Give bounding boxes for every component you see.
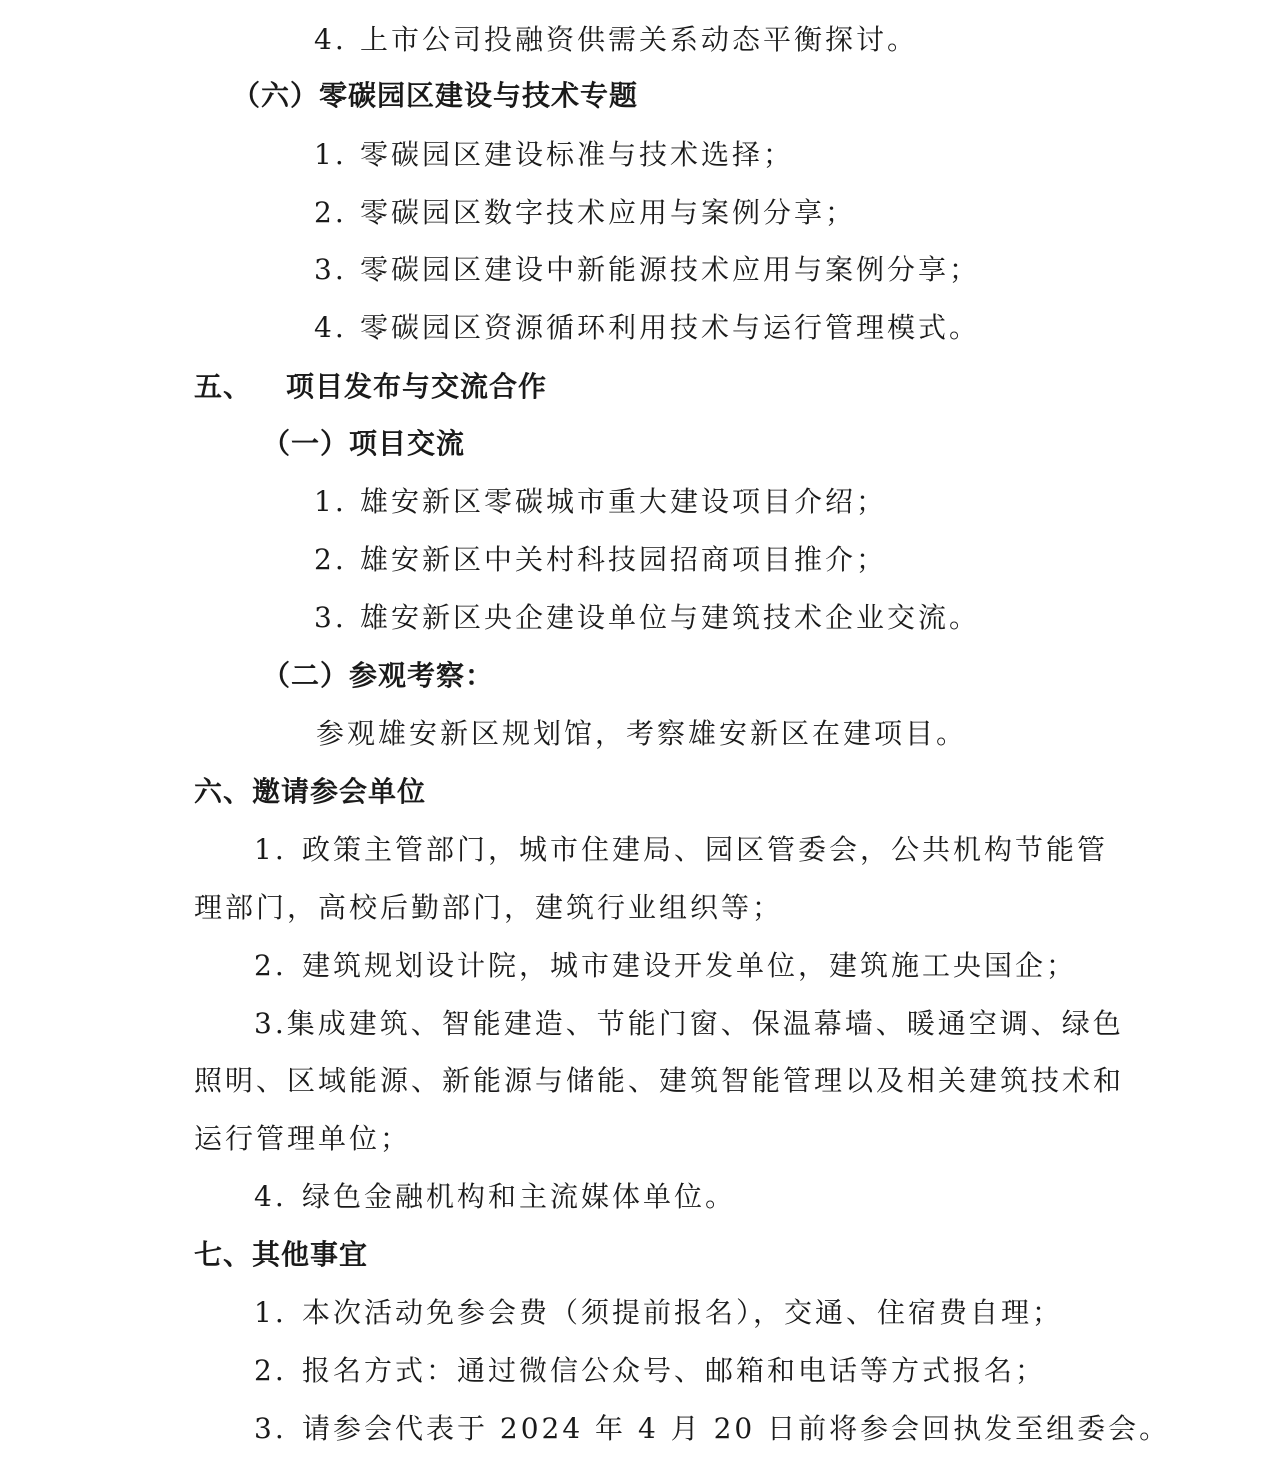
section-heading: 七、其他事宜 bbox=[194, 1238, 369, 1271]
item-text: 绿色金融机构和主流媒体单位。 bbox=[302, 1180, 737, 1213]
list-item bbox=[314, 600, 980, 636]
item-number: 4. bbox=[254, 1180, 287, 1213]
list-item bbox=[314, 310, 980, 346]
subsection-heading: （二）参观考察： bbox=[262, 659, 495, 692]
item-number: 1. bbox=[314, 485, 347, 518]
section-number: 五、 bbox=[194, 370, 253, 403]
item-number: 2. bbox=[254, 1354, 287, 1387]
item-text: 报名方式：通过微信公众号、邮箱和电话等方式报名； bbox=[302, 1354, 1047, 1387]
item-text: 政策主管部门，城市住建局、园区管委会，公共机构节能管 bbox=[302, 833, 1109, 866]
item-text: 上市公司投融资供需关系动态平衡探讨。 bbox=[360, 23, 919, 56]
item-number: 1. bbox=[254, 833, 287, 866]
item-number: 3. bbox=[314, 601, 347, 634]
paragraph: 参观雄安新区规划馆，考察雄安新区在建项目。 bbox=[316, 717, 968, 750]
list-item bbox=[314, 252, 980, 288]
list-item bbox=[314, 195, 856, 231]
item-number: 2. bbox=[314, 543, 347, 576]
item-number: 3. bbox=[314, 253, 347, 286]
item-number: 1. bbox=[314, 138, 347, 171]
list-item bbox=[314, 22, 918, 58]
list-item bbox=[254, 1411, 1170, 1447]
item-text: 请参会代表于 2024 年 4 月 20 日前将参会回执发至组委会。 bbox=[302, 1412, 1171, 1445]
item-text: 雄安新区中关村科技园招商项目推介； bbox=[360, 543, 888, 576]
section-title: 项目发布与交流合作 bbox=[286, 370, 548, 403]
item-number: 1. bbox=[254, 1296, 287, 1329]
item-text: 零碳园区建设中新能源技术应用与案例分享； bbox=[360, 253, 981, 286]
subsection-heading: （一）项目交流 bbox=[262, 427, 466, 460]
item-text: 雄安新区零碳城市重大建设项目介绍； bbox=[360, 485, 888, 518]
list-item bbox=[254, 832, 1108, 868]
item-text: 本次活动免参会费（须提前报名），交通、住宿费自理； bbox=[302, 1296, 1064, 1329]
subsection-heading: （六）零碳园区建设与技术专题 bbox=[232, 79, 639, 112]
list-item-continuation: 照明、区域能源、新能源与储能、建筑智能管理以及相关建筑技术和 bbox=[194, 1064, 1125, 1097]
section-heading bbox=[194, 369, 547, 405]
list-item bbox=[254, 948, 1077, 984]
item-number: 4. bbox=[314, 311, 347, 344]
list-item bbox=[314, 137, 794, 173]
item-number: 3. bbox=[254, 1412, 287, 1445]
item-text: 建筑规划设计院，城市建设开发单位，建筑施工央国企； bbox=[302, 949, 1078, 982]
item-text: 零碳园区建设标准与技术选择； bbox=[360, 138, 795, 171]
item-number: 4. bbox=[314, 23, 347, 56]
list-item bbox=[254, 1295, 1063, 1331]
item-text: 零碳园区资源循环利用技术与运行管理模式。 bbox=[360, 311, 981, 344]
list-item bbox=[254, 1353, 1046, 1389]
list-item-continuation: 运行管理单位； bbox=[194, 1122, 412, 1155]
item-text: 零碳园区数字技术应用与案例分享； bbox=[360, 196, 857, 229]
list-item-continuation: 理部门，高校后勤部门，建筑行业组织等； bbox=[194, 891, 784, 924]
list-item bbox=[314, 542, 887, 578]
item-number: 2. bbox=[254, 949, 287, 982]
list-item: 3.集成建筑、智能建造、节能门窗、保温幕墙、暖通空调、绿色 bbox=[254, 1007, 1124, 1040]
list-item bbox=[254, 1179, 736, 1215]
section-heading: 六、邀请参会单位 bbox=[194, 775, 427, 808]
item-number: 2. bbox=[314, 196, 347, 229]
item-text: 雄安新区央企建设单位与建筑技术企业交流。 bbox=[360, 601, 981, 634]
list-item bbox=[314, 484, 887, 520]
